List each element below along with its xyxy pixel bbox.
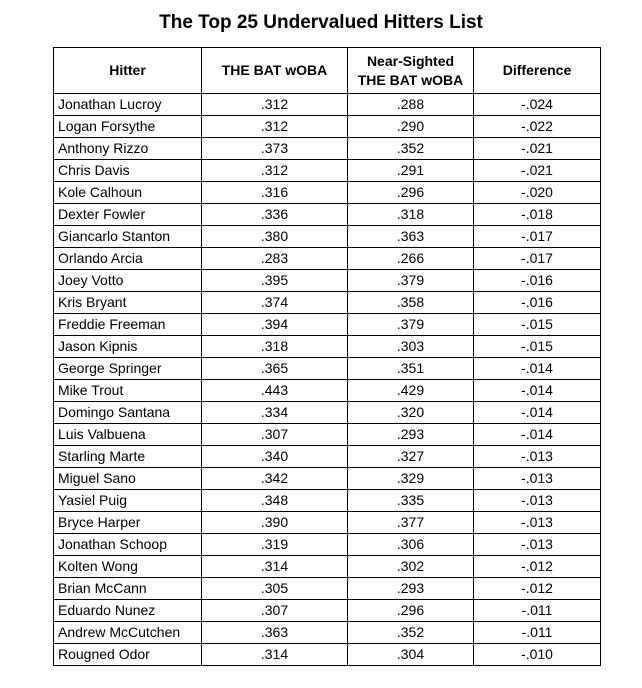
hitter-cell: Joey Votto: [54, 270, 202, 292]
table-row: [54, 182, 601, 204]
bat-woba-cell: .374: [202, 292, 348, 314]
difference-cell: -.018: [474, 204, 601, 226]
near-sighted-woba-cell: .352: [348, 138, 474, 160]
hitter-cell: Domingo Santana: [54, 402, 202, 424]
near-sighted-woba-cell: .352: [348, 622, 474, 644]
table-row: [54, 270, 601, 292]
table-row: [54, 204, 601, 226]
hitter-cell: Kris Bryant: [54, 292, 202, 314]
hitter-cell: Rougned Odor: [54, 644, 202, 666]
hitter-cell: Anthony Rizzo: [54, 138, 202, 160]
table-row: [54, 336, 601, 358]
page-title: The Top 25 Undervalued Hitters List: [159, 12, 483, 33]
near-sighted-woba-cell: .329: [348, 468, 474, 490]
hitter-cell: Freddie Freeman: [54, 314, 202, 336]
hitter-cell: Logan Forsythe: [54, 116, 202, 138]
difference-cell: -.016: [474, 270, 601, 292]
header-near-sighted-woba: [348, 48, 474, 94]
bat-woba-cell: .390: [202, 512, 348, 534]
table-row: [54, 314, 601, 336]
near-sighted-woba-cell: .293: [348, 424, 474, 446]
header-near-sighted-line2: THE BAT wOBA: [357, 71, 464, 88]
hitter-cell: George Springer: [54, 358, 202, 380]
near-sighted-woba-cell: .303: [348, 336, 474, 358]
table-row: [54, 512, 601, 534]
difference-cell: -.011: [474, 622, 601, 644]
hitter-cell: Jonathan Schoop: [54, 534, 202, 556]
table-row: [54, 292, 601, 314]
table-row: [54, 358, 601, 380]
difference-cell: -.021: [474, 160, 601, 182]
near-sighted-woba-cell: .266: [348, 248, 474, 270]
bat-woba-cell: .334: [202, 402, 348, 424]
bat-woba-cell: .373: [202, 138, 348, 160]
header-near-sighted-line1: Near-Sighted: [366, 52, 455, 69]
difference-cell: -.017: [474, 226, 601, 248]
bat-woba-cell: .312: [202, 160, 348, 182]
near-sighted-woba-cell: .296: [348, 600, 474, 622]
difference-cell: -.014: [474, 358, 601, 380]
near-sighted-woba-cell: .379: [348, 270, 474, 292]
hitter-cell: Kole Calhoun: [54, 182, 202, 204]
difference-cell: -.014: [474, 402, 601, 424]
hitter-cell: Andrew McCutchen: [54, 622, 202, 644]
table-row: [54, 138, 601, 160]
difference-cell: -.013: [474, 512, 601, 534]
near-sighted-woba-cell: .304: [348, 644, 474, 666]
hitter-cell: Starling Marte: [54, 446, 202, 468]
table-row: [54, 600, 601, 622]
difference-cell: -.016: [474, 292, 601, 314]
table-row: [54, 402, 601, 424]
near-sighted-woba-cell: .379: [348, 314, 474, 336]
near-sighted-woba-cell: .288: [348, 94, 474, 116]
table-row: [54, 226, 601, 248]
bat-woba-cell: .348: [202, 490, 348, 512]
bat-woba-cell: .316: [202, 182, 348, 204]
bat-woba-cell: .340: [202, 446, 348, 468]
difference-cell: -.013: [474, 490, 601, 512]
bat-woba-cell: .394: [202, 314, 348, 336]
bat-woba-cell: .305: [202, 578, 348, 600]
bat-woba-cell: .365: [202, 358, 348, 380]
difference-cell: -.024: [474, 94, 601, 116]
hitters-table: [53, 47, 601, 666]
difference-cell: -.012: [474, 556, 601, 578]
difference-cell: -.015: [474, 314, 601, 336]
bat-woba-cell: .314: [202, 556, 348, 578]
bat-woba-cell: .443: [202, 380, 348, 402]
bat-woba-cell: .312: [202, 116, 348, 138]
bat-woba-cell: .342: [202, 468, 348, 490]
bat-woba-cell: .312: [202, 94, 348, 116]
near-sighted-woba-cell: .358: [348, 292, 474, 314]
near-sighted-woba-cell: .318: [348, 204, 474, 226]
near-sighted-woba-cell: .296: [348, 182, 474, 204]
table-row: [54, 578, 601, 600]
table-row: [54, 534, 601, 556]
table-row: [54, 468, 601, 490]
header-bat-woba: THE BAT wOBA: [202, 48, 348, 94]
difference-cell: -.015: [474, 336, 601, 358]
hitter-cell: Luis Valbuena: [54, 424, 202, 446]
table-row: [54, 116, 601, 138]
bat-woba-cell: .380: [202, 226, 348, 248]
difference-cell: -.020: [474, 182, 601, 204]
bat-woba-cell: .283: [202, 248, 348, 270]
hitter-cell: Jonathan Lucroy: [54, 94, 202, 116]
hitter-cell: Eduardo Nunez: [54, 600, 202, 622]
bat-woba-cell: .307: [202, 600, 348, 622]
table-row: [54, 424, 601, 446]
hitter-cell: Brian McCann: [54, 578, 202, 600]
near-sighted-woba-cell: .306: [348, 534, 474, 556]
table-row: [54, 644, 601, 666]
near-sighted-woba-cell: .327: [348, 446, 474, 468]
hitter-cell: Chris Davis: [54, 160, 202, 182]
table-row: [54, 94, 601, 116]
near-sighted-woba-cell: .291: [348, 160, 474, 182]
hitter-cell: Miguel Sano: [54, 468, 202, 490]
near-sighted-woba-cell: .290: [348, 116, 474, 138]
hitter-cell: Kolten Wong: [54, 556, 202, 578]
table-row: [54, 160, 601, 182]
hitter-cell: Giancarlo Stanton: [54, 226, 202, 248]
hitter-cell: Orlando Arcia: [54, 248, 202, 270]
difference-cell: -.013: [474, 468, 601, 490]
near-sighted-woba-cell: .429: [348, 380, 474, 402]
difference-cell: -.013: [474, 446, 601, 468]
bat-woba-cell: .307: [202, 424, 348, 446]
difference-cell: -.011: [474, 600, 601, 622]
difference-cell: -.014: [474, 424, 601, 446]
bat-woba-cell: .395: [202, 270, 348, 292]
table-row: [54, 248, 601, 270]
hitter-cell: Bryce Harper: [54, 512, 202, 534]
near-sighted-woba-cell: .335: [348, 490, 474, 512]
bat-woba-cell: .319: [202, 534, 348, 556]
difference-cell: -.010: [474, 644, 601, 666]
difference-cell: -.017: [474, 248, 601, 270]
table-row: [54, 380, 601, 402]
difference-cell: -.013: [474, 534, 601, 556]
near-sighted-woba-cell: .302: [348, 556, 474, 578]
bat-woba-cell: .363: [202, 622, 348, 644]
table-row: [54, 622, 601, 644]
near-sighted-woba-cell: .377: [348, 512, 474, 534]
difference-cell: -.021: [474, 138, 601, 160]
header-difference: Difference: [474, 48, 601, 94]
near-sighted-woba-cell: .293: [348, 578, 474, 600]
bat-woba-cell: .314: [202, 644, 348, 666]
hitter-cell: Mike Trout: [54, 380, 202, 402]
table-row: [54, 446, 601, 468]
table-body: [54, 94, 601, 666]
near-sighted-woba-cell: .320: [348, 402, 474, 424]
difference-cell: -.014: [474, 380, 601, 402]
bat-woba-cell: .336: [202, 204, 348, 226]
table-header-row: [54, 48, 601, 94]
bat-woba-cell: .318: [202, 336, 348, 358]
table-row: [54, 490, 601, 512]
hitter-cell: Yasiel Puig: [54, 490, 202, 512]
near-sighted-woba-cell: .351: [348, 358, 474, 380]
difference-cell: -.012: [474, 578, 601, 600]
near-sighted-woba-cell: .363: [348, 226, 474, 248]
hitter-cell: Dexter Fowler: [54, 204, 202, 226]
table-row: [54, 556, 601, 578]
difference-cell: -.022: [474, 116, 601, 138]
hitter-cell: Jason Kipnis: [54, 336, 202, 358]
header-hitter: Hitter: [54, 48, 202, 94]
